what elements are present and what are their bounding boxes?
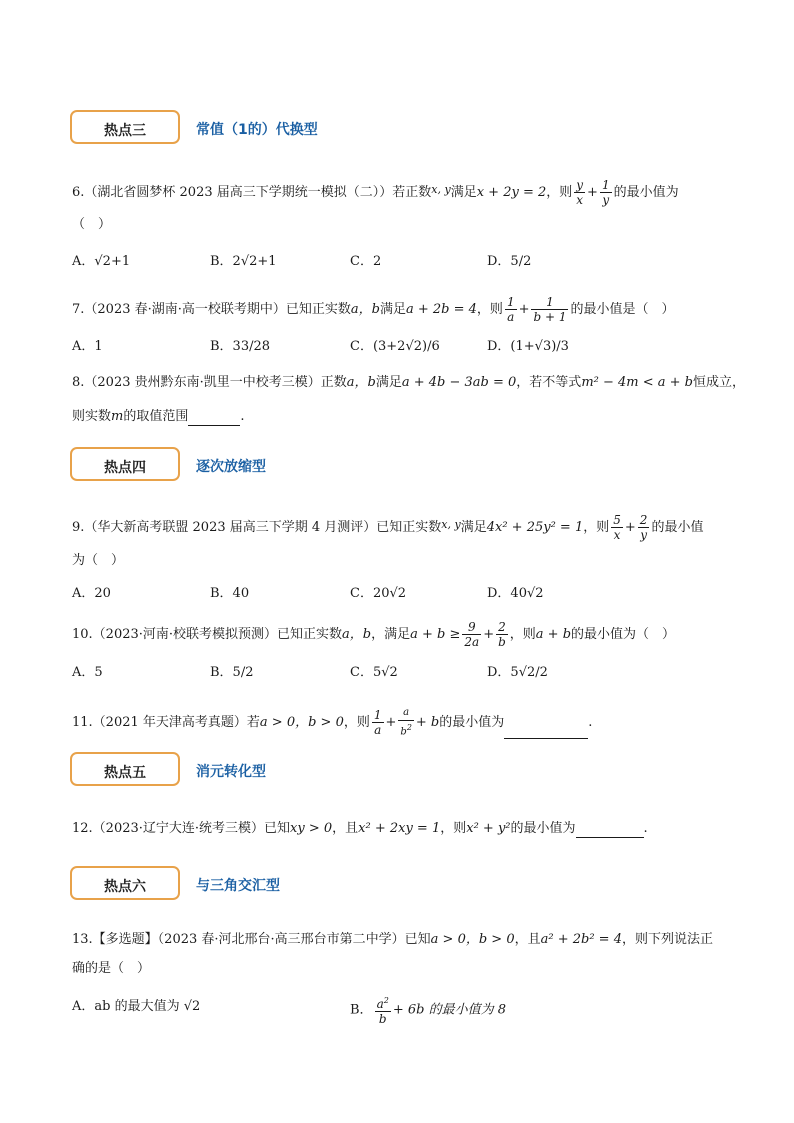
q6-option-d: D．5/2	[487, 254, 532, 269]
q10-option-d: D．5√2/2	[487, 665, 548, 680]
q7-stem: 7.（2023 春·湖南·高一校联考期中）已知正实数	[72, 302, 351, 317]
q8-line2-text-b: 的取值范围	[123, 409, 189, 424]
q7-stem-d: 的最小值是（ ）	[570, 302, 675, 317]
q13-frac-a2-over-b: $\frac{a^2}{b}$	[376, 996, 389, 1026]
q8-vars: a，b	[346, 375, 376, 390]
q9-stem-d: 的最小值	[651, 520, 704, 535]
section-title-6: 与三角交汇型	[196, 878, 280, 894]
q9-stem-b: 满足	[460, 520, 487, 535]
q6-paren: （ ）	[72, 217, 112, 232]
question-6	[72, 178, 679, 207]
q13-option-a: A．ab 的最大值为 √2	[72, 999, 201, 1014]
q9-option-a: A．20	[72, 586, 111, 601]
section-title-3: 常值（1的）代换型	[196, 122, 318, 138]
q12-period: .	[643, 821, 648, 836]
q13-line2: 确的是（ ）	[72, 961, 151, 976]
q12-stem-d: 的最小值为	[510, 821, 576, 836]
q11-frac-a-over-b2: $\frac{a}{b^2}$	[400, 707, 412, 738]
q7-stem-b: 满足	[379, 302, 406, 317]
section-tag-label: 热点三	[104, 123, 146, 139]
q13-stem: 13.【多选题】（2023 春·河北邢台·高三邢台市第二中学）已知	[72, 932, 431, 947]
section-tag-5	[70, 752, 180, 786]
section-tag-label: 热点四	[104, 460, 146, 476]
section-title-5: 消元转化型	[196, 764, 266, 780]
q7-option-c: C．(3+2√2)/6	[350, 339, 440, 354]
q7-frac-1-over-b1: $\frac{1}{b + 1}$	[533, 295, 567, 324]
q10-stem-c: ，则	[509, 627, 536, 642]
q6-vars: x, y	[431, 183, 451, 196]
q6-option-a: A．√2+1	[72, 254, 131, 269]
q8-period: .	[240, 409, 245, 424]
q8-inequality: m² − 4m < a + b	[581, 375, 693, 390]
q11-stem-c: 的最小值为	[439, 715, 505, 731]
q8-stem-d: 恒成立，	[693, 375, 746, 390]
section-tag-label: 热点六	[104, 879, 146, 895]
q10-frac-9-over-2a: $\frac{9}{2a}$	[464, 620, 480, 649]
q6-stem-d: 的最小值为	[613, 185, 679, 200]
q10-vars: a，b	[342, 627, 372, 642]
question-13	[72, 931, 713, 949]
q13-stem-c: ，则下列说法正	[621, 932, 713, 947]
q10-option-c: C．5√2	[350, 665, 398, 680]
q12-answer-blank[interactable]	[576, 823, 644, 838]
q10-condition: a + b ≥	[410, 627, 461, 642]
q10-option-a: A．5	[72, 665, 103, 680]
q10-stem-b: ，满足	[371, 627, 411, 642]
q12-target: x² + y²	[466, 821, 511, 836]
q6-option-b: B．2√2+1	[210, 254, 277, 269]
q11-period: .	[588, 715, 593, 731]
section-tag-4	[70, 447, 180, 481]
q10-frac-2-over-b: $\frac{2}{b}$	[498, 620, 506, 649]
q11-answer-blank[interactable]	[504, 724, 588, 739]
q12-stem-c: ，则	[440, 821, 467, 836]
q11-stem-b: ，则	[343, 715, 370, 731]
q6-plus: +	[587, 185, 598, 200]
q9-line2: 为（ ）	[72, 553, 125, 568]
q12-condition-2: x² + 2xy = 1	[358, 821, 441, 836]
q9-stem-c: ，则	[583, 520, 610, 535]
q6-stem-c: ，则	[546, 185, 573, 200]
q7-frac-1-over-a: $\frac{1}{a}$	[506, 295, 515, 324]
q6-frac-1-over-y: $\frac{1}{y}$	[601, 178, 610, 207]
q9-option-b: B．40	[210, 586, 250, 601]
q9-option-d: D．40√2	[487, 586, 544, 601]
section-tag-3	[70, 110, 180, 144]
q7-stem-c: ，则	[476, 302, 503, 317]
q6-condition: x + 2y = 2	[476, 185, 547, 200]
q10-stem-d: 的最小值为（ ）	[571, 627, 676, 642]
q13-option-b-text: + 6b 的最小值为 8	[392, 1002, 506, 1018]
q8-stem-b: 满足	[375, 375, 402, 390]
q7-plus: +	[518, 302, 530, 317]
q10-target: a + b	[535, 627, 572, 642]
q11-stem: 11.（2021 年天津高考真题）若	[72, 715, 260, 731]
q9-frac-5-over-x: $\frac{5}{x}$	[613, 513, 621, 542]
section-title-4: 逐次放缩型	[196, 459, 266, 475]
q8-stem: 8.（2023 贵州黔东南·凯里一中校考三模）正数	[72, 375, 347, 390]
q13-stem-b: ，且	[514, 932, 541, 947]
q11-condition: a > 0，b > 0	[259, 715, 344, 731]
q9-option-c: C．20√2	[350, 586, 407, 601]
q13-condition-2: a² + 2b² = 4	[540, 932, 622, 947]
q9-stem: 9.（华大新高考联盟 2023 届高三下学期 4 月测评）已知正实数	[72, 520, 442, 535]
question-7	[72, 295, 675, 324]
q8-answer-blank[interactable]	[188, 411, 240, 426]
question-9: 9.（华大新高考联盟 2023 届高三下学期 4 月测评）已知正实数$^{x, y}$满足4x² + 25y² = 1，则 $\frac{5}{x}$ + $\frac{2}{y}$ 的最小值	[72, 513, 704, 542]
q8-condition: a + 4b − 3ab = 0	[401, 375, 517, 390]
q7-option-b: B．33/28	[210, 339, 271, 354]
section-tag-label: 热点五	[104, 765, 146, 781]
q6-stem-b: 满足	[450, 185, 477, 200]
q13-condition-1: a > 0，b > 0	[430, 932, 515, 947]
question-12	[72, 820, 648, 838]
question-8	[72, 374, 745, 392]
q8-line2	[72, 408, 245, 426]
q10-stem: 10.（2023·河南·校联考模拟预测）已知正实数	[72, 627, 343, 642]
q12-stem-b: ，且	[332, 821, 359, 836]
question-10: 10.（2023·河南·校联考模拟预测）已知正实数a，b，满足a + b ≥ $\frac{9}{2a}$ + $\frac{2}{b}$ ，则a + b的最小值为（ ）	[72, 620, 676, 649]
q6-stem: 6.（湖北省圆梦杯 2023 届高三下学期统一模拟（二））若正数	[72, 185, 432, 200]
question-11: 11.（2021 年天津高考真题）若a > 0，b > 0，则 $\frac{1}{a}$ + $\frac{a}{b^2}$ + b的最小值为 .	[72, 707, 593, 738]
q8-stem-c: ，若不等式	[516, 375, 582, 390]
q10-option-b: B．5/2	[210, 665, 254, 680]
section-tag-6	[70, 866, 180, 900]
q7-condition: a + 2b = 4	[405, 302, 477, 317]
q7-vars: a，b	[350, 302, 380, 317]
q13-option-b: B． $\frac{a^2}{b}$ + 6b 的最小值为 8	[350, 996, 506, 1026]
q7-option-a: A．1	[72, 339, 103, 354]
q9-vars: x, y	[441, 518, 461, 531]
q8-var-m: m	[111, 409, 124, 424]
q6-option-c: C．2	[350, 254, 382, 269]
q11-frac-1-over-a: $\frac{1}{a}$	[373, 708, 382, 738]
q12-condition-1: xy > 0	[290, 821, 333, 836]
q9-condition: 4x² + 25y² = 1	[486, 520, 584, 535]
q6-frac-y-over-x: $\frac{y}{x}$	[576, 178, 584, 207]
q8-line2-text: 则实数	[72, 409, 112, 424]
q12-stem: 12.（2023·辽宁大连·统考三模）已知	[72, 821, 291, 836]
q7-option-d: D．(1+√3)/3	[487, 339, 569, 354]
q9-frac-2-over-y: $\frac{2}{y}$	[639, 513, 648, 542]
